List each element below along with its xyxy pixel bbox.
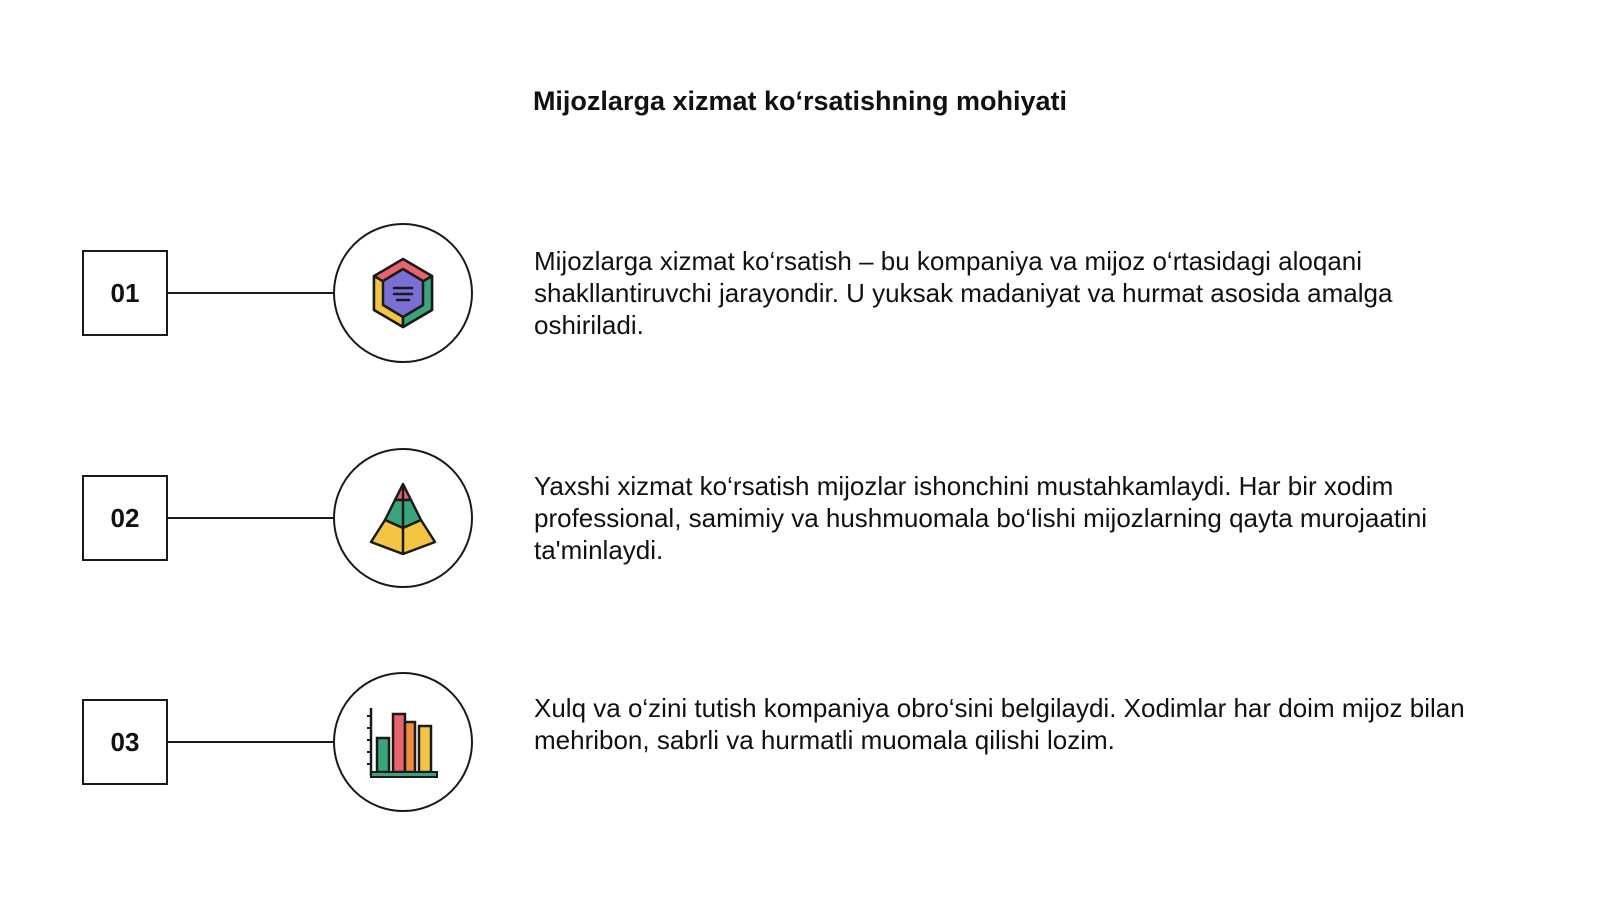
page-title: Mijozlarga xizmat ko‘rsatishning mohiyati (532, 86, 1068, 116)
icon-circle (333, 448, 473, 588)
pyramid-icon (363, 478, 443, 558)
step-description: Xulq va o‘zini tutish kompaniya obro‘sini belgilaydi. Xodimlar har doim mijoz bilan mehribon, sabrli va hurmatli muomala qilishi lozim. (534, 693, 1465, 755)
step-item-3 (0, 664, 1600, 824)
connector-line (168, 741, 334, 743)
step-description: Yaxshi xizmat ko‘rsatish mijozlar ishonchini mustahkamlaydi. Har bir xodim professional, samimiy va hushmuomala bo‘lishi mijozlarning qayta murojaatini ta'minlaydi. (534, 471, 1428, 565)
connector-line (168, 517, 334, 519)
step-number-box: 02 (82, 475, 168, 561)
step-description: Mijozlarga xizmat ko‘rsatish – bu kompaniya va mijoz o‘rtasidagi aloqani shakllantiruvchi jarayondir. U yuksak madaniyat va hurmat asosida amalga oshiriladi. (534, 246, 1393, 340)
step-item-1 (0, 215, 1600, 375)
step-number-box: 01 (82, 250, 168, 336)
icon-circle (333, 672, 473, 812)
step-number-box: 03 (82, 699, 168, 785)
hexagon-document-icon (363, 253, 443, 333)
bar-chart-icon (363, 702, 443, 782)
step-item-2 (0, 440, 1600, 600)
icon-circle (333, 223, 473, 363)
connector-line (168, 292, 334, 294)
